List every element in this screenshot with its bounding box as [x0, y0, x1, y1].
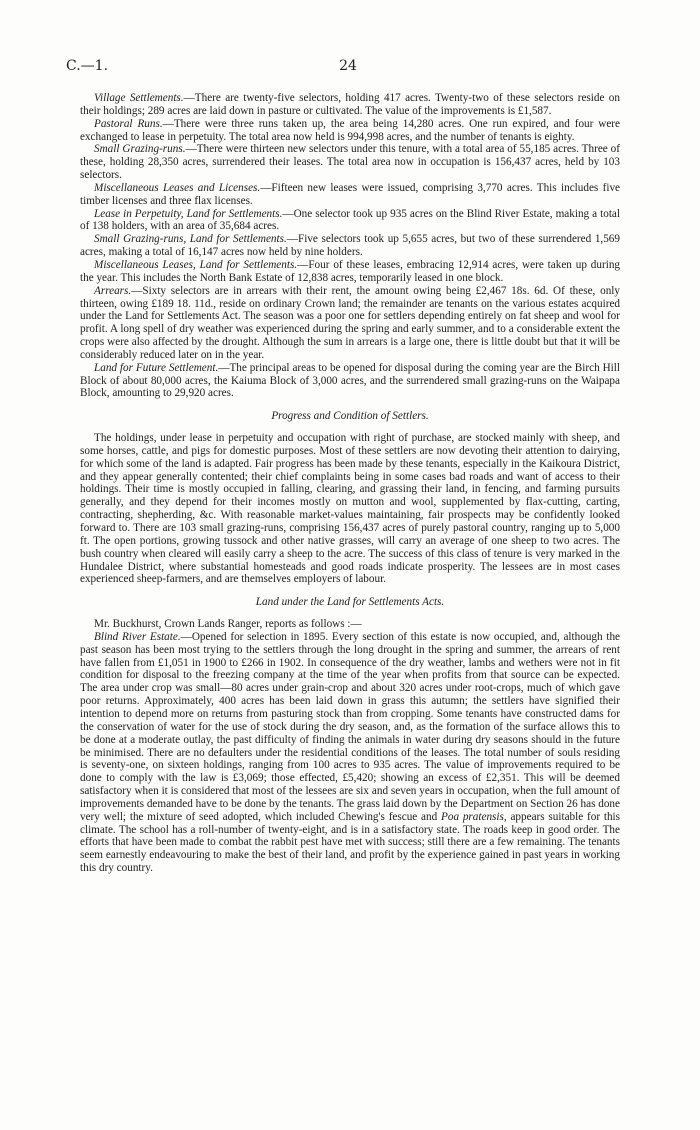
page-number: 24	[339, 58, 357, 74]
paragraph-text: —One selector took up 935 acres on the Blind River Estate, making a total of 138 holders, with an area of 35,684 acres.	[80, 207, 621, 233]
document-body	[80, 92, 620, 875]
section-heading-progress: Progress and Condition of Settlers.	[271, 410, 429, 423]
paragraph-arrears	[80, 285, 620, 362]
paragraph-small-grazing-runs	[80, 143, 620, 182]
paragraph-text: —Sixty selectors are in arrears with their rent, the amount owing being £2,467 18s. 6d. Of these, only thirteen, owing £189 18. 11d., reside on ordinary Crown land; the remainder are tenants on the various estates acquired under the Land for Settlements Act. The season was a poor one for settlers depending entirely on fat sheep and wool for profit. A long spell of dry weather was experienced during the spring and early summer, and to a considerable extent the crops were also affected by the drought. Although the sum in arrears is a large one, there is little doubt but that it will be considerably reduced later on in the year.	[80, 284, 620, 361]
species-name: Poa pratensis	[441, 810, 504, 823]
page-header	[66, 58, 630, 80]
paragraph-text: —Five selectors took up 5,655 acres, but two of these surrendered 1,569 acres, making a total of 16,147 acres now held by nine holders.	[80, 233, 620, 259]
paragraph-head: Blind River Estate.	[94, 630, 181, 643]
paragraph-text: —Opened for selection in 1895. Every section of this estate is now occupied, and, although the past season has been most trying to the settlers through the long drought in the spring and summer, the arrears of rent have fallen from £1,051 in 1900 to £266 in 1902. In consequence of the dry weather, lambs and wethers were not in fit condition for disposal to the freezing company at the time of the year when profits from that source can be expected. The area under crop was small—80 acres under grain-crop and about 320 acres under root-crops, much of which gave poor returns. Approximately, 400 acres has been laid down in grass this autumn; the settlers have signified their intention to depend more on returns from pasturing stock than from cropping. Some tenants have constructed dams for the conservation of water for the use of stock during the dry season, and, as the formation of the surface allows this to be done at a moderate outlay, the past difficulty of finding the animals in water during dry seasons should in the future be minimised. There are no defaulters under the residential conditions of the leases. The total number of souls residing is seventy-one, on sixteen holdings, ranging from 100 acres to 935 acres. The value of improvements required to be done to comply with the law is £3,069; those effected, £5,420; showing an excess of £2,351. This will be deemed satisfactory when it is considered that most of the lessees are six and seven years in occupation, when the full amount of improvements demanded have to be done by the tenants. The grass laid down by the Department on Section 26 has done very well; the mixture of seed adopted, which included Chewing's fescue and	[80, 630, 620, 823]
paragraph-lease-perpetuity	[80, 208, 620, 234]
paragraph-misc-leases	[80, 182, 620, 208]
paragraph-village-settlements	[80, 92, 620, 118]
paragraph-head: Pastoral Runs.	[94, 117, 163, 130]
report-reference: C.—1.	[66, 58, 109, 74]
paragraph-text: , appears suitable for this climate. The school has a roll-number of twenty-eight, and is in a satisfactory state. The roads keep in good order. The efforts that have been made to combat the rabbit pest have met with success; still there are a few remaining. The tenants seem earnestly endeavouring to make the best of their land, and profit by the experience gained in past years in working this dry country.	[80, 810, 621, 875]
paragraph-head: Lease in Perpetuity, Land for Settlements.	[94, 207, 283, 220]
paragraph-head: Village Settlements.	[94, 92, 184, 104]
section-heading-land-settlements: Land under the Land for Settlements Acts.	[255, 596, 445, 609]
paragraph-ranger-intro: Mr. Buckhurst, Crown Lands Ranger, reports as follows :—	[94, 618, 362, 631]
paragraph-head: Arrears.	[94, 284, 132, 297]
paragraph-head: Small Grazing-runs.	[94, 143, 186, 156]
paragraph-head: Miscellaneous Leases and Licenses.	[94, 181, 261, 194]
paragraph-future-settlement	[80, 362, 620, 401]
paragraph-blind-river	[80, 631, 620, 875]
paragraph-text: —There were thirteen new selectors under this tenure, with a total area of 55,185 acres. Three of these, holding 28,350 acres, surrendered their leases. The total area now in occupation is 156,437 acres, held by 103 selectors.	[80, 143, 620, 182]
paragraph-pastoral-runs	[80, 118, 620, 144]
paragraph-head: Land for Future Settlement.	[94, 361, 219, 374]
paragraph-text: —The principal areas to be opened for disposal during the coming year are the Birch Hill Block of about 80,000 acres, the Kaiuma Block of 3,000 acres, and the surrendered small grazing-runs on the Waipapa Block, amounting to 29,920 acres.	[80, 361, 620, 400]
paragraph-text: —Four of these leases, embracing 12,914 acres, were taken up during the year. This includes the North Bank Estate of 12,838 acres, temporarily leased in one block.	[80, 258, 621, 284]
paragraph-head: Small Grazing-runs, Land for Settlements.	[94, 233, 287, 246]
paragraph-progress: The holdings, under lease in perpetuity and occupation with right of purchase, are stocked mainly with sheep, and some horses, cattle, and pigs for domestic purposes. Most of these settlers are now devoting their attention to dairying, for which some of the land is adapted. Fair progress has been made by these tenants, especially in the Kaikoura District, and they appear generally contented; their chief complaints being in some cases bad roads and want of access to their holdings. Their time is mostly occupied in falling, clearing, and grassing their land, in fencing, and farming pursuits generally, and they depend for their incomes mostly on mutton and wool, supplemented by flax-cutting, carting, contracting, shepherding, &c. With reasonable market-values maintaining, fair prospects may be confidently looked forward to. There are 103 small grazing-runs, comprising 156,437 acres of purely pastoral country, ranging up to 5,000 ft. The open portions, growing tussock and other native grasses, will carry an average of one sheep to two acres. The bush country when cleared will easily carry a sheep to the acre. The success of this class of tenure is very marked in the Hundalee District, where substantial homesteads and good roads indicate prosperity. The lessees are in most cases experienced sheep-farmers, and are themselves employers of labour.	[80, 432, 620, 586]
paragraph-head: Miscellaneous Leases, Land for Settlements.	[94, 258, 298, 271]
paragraph-small-grazing-lfs	[80, 233, 620, 259]
paragraph-text: —Fifteen new leases were issued, comprising 3,770 acres. This includes five timber licenses and three flax licenses.	[80, 181, 621, 207]
paragraph-text: —There are twenty-five selectors, holding 417 acres. Twenty-two of these selectors reside on their holdings; 289 acres are laid down in pasture or cultivated. The value of the improvements is £1,587.	[80, 92, 620, 117]
paragraph-misc-leases-lfs	[80, 259, 620, 285]
paragraph-text: —There were three runs taken up, the area being 14,280 acres. One run expired, and four were exchanged to lease in perpetuity. The total area now held is 994,998 acres, and the number of tenants is eighty.	[80, 117, 621, 143]
